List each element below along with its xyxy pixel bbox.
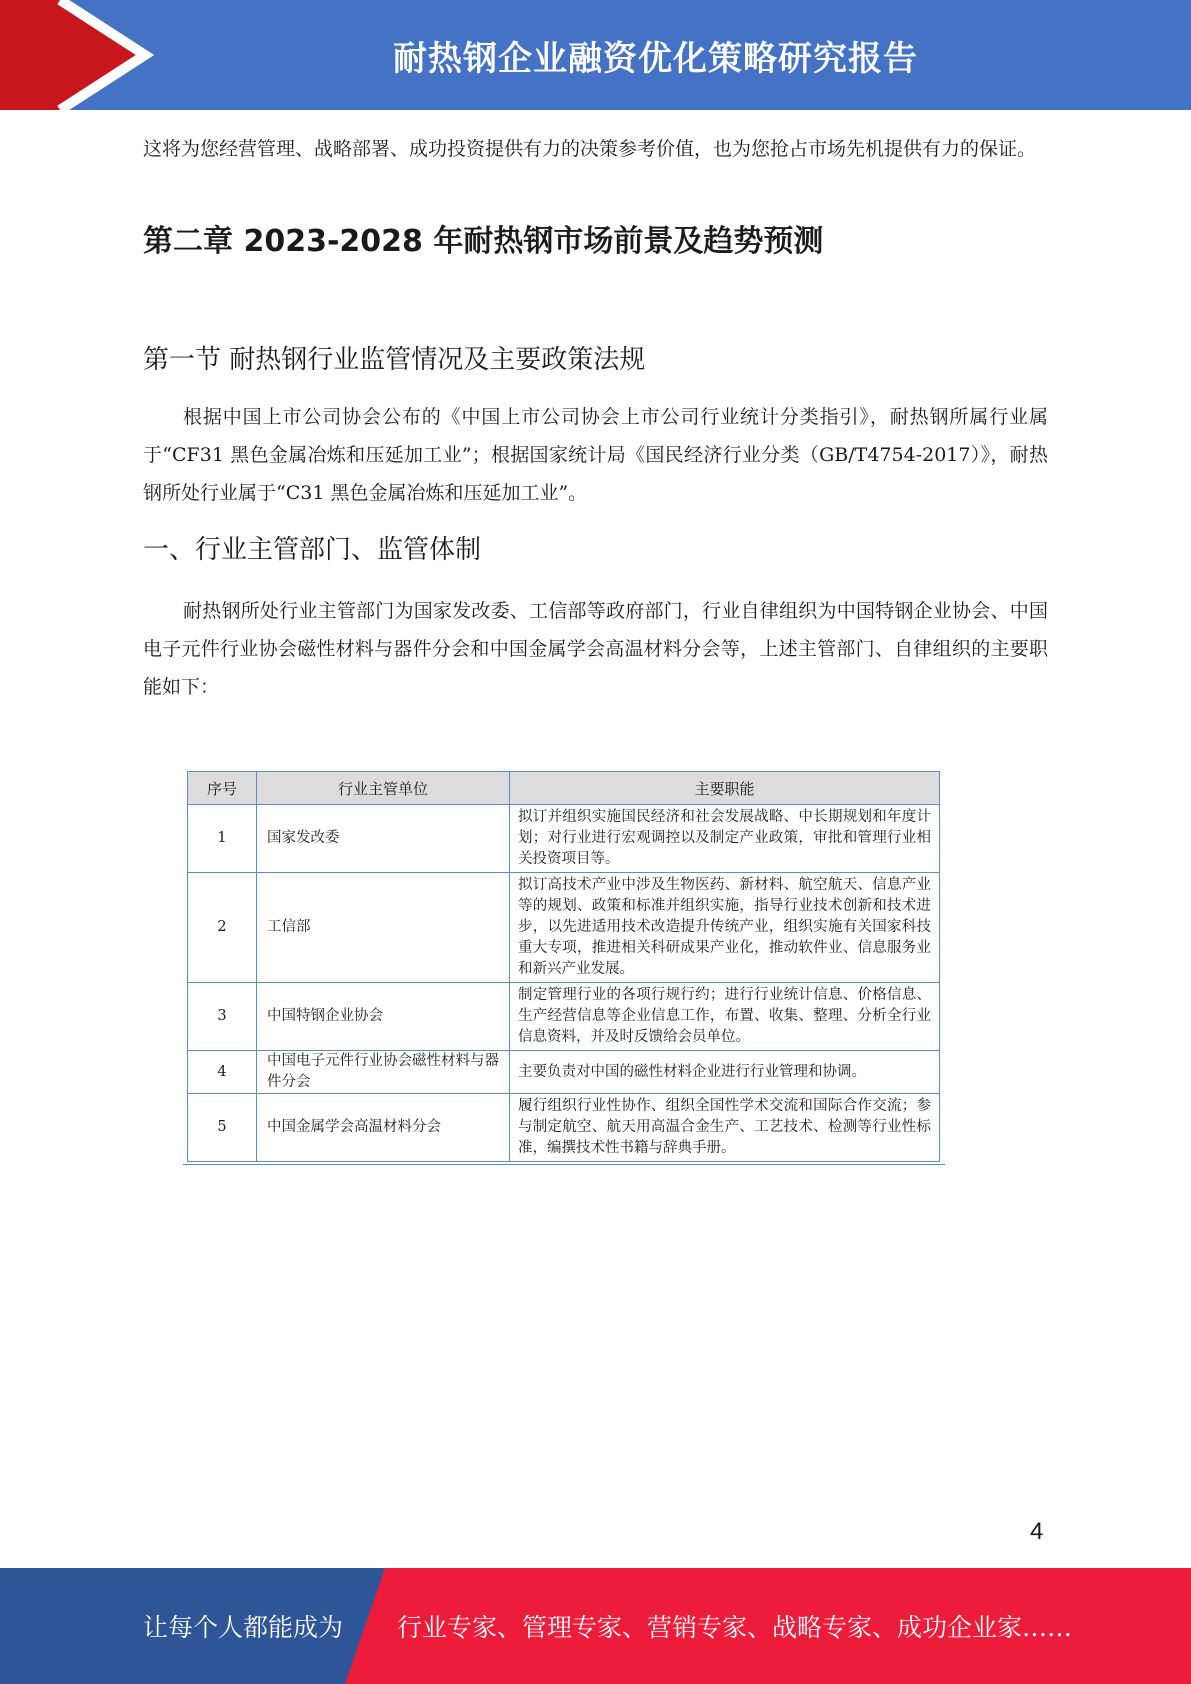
row-duty: 拟订并组织实施国民经济和社会发展战略、中长期规划和年度计划；对行业进行宏观调控以及制定产业政策，审批和管理行业相关投资项目等。 <box>510 805 940 873</box>
table-underline <box>183 1164 945 1166</box>
row-no: 1 <box>188 805 257 873</box>
report-title: 耐热钢企业融资优化策略研究报告 <box>393 38 918 79</box>
table-row <box>188 873 940 983</box>
intro-paragraph: 这将为您经营管理、战略部署、成功投资提供有力的决策参考价值，也为您抢占市场先机提供有力的保证。 <box>143 138 1037 160</box>
header-duty: 主要职能 <box>510 772 940 805</box>
regulator-table <box>187 771 940 1162</box>
footer-slogan-left: 让每个人都能成为 <box>143 1613 344 1642</box>
subsection-paragraph: 耐热钢所处行业主管部门为国家发改委、工信部等政府部门，行业自律组织为中国特钢企业协会、中国电子元件行业协会磁性材料与器件分会和中国金属学会高温材料分会等，上述主管部门、自律组织的主要职能如下： <box>143 600 1048 698</box>
row-no: 4 <box>188 1051 257 1094</box>
header-arrow-decoration <box>0 0 160 110</box>
table-row <box>188 983 940 1051</box>
table-row <box>188 805 940 873</box>
row-no: 5 <box>188 1094 257 1162</box>
row-duty: 拟订高技术产业中涉及生物医药、新材料、航空航天、信息产业等的规划、政策和标准并组织实施，指导行业技术创新和技术进步，以先进适用技术改造提升传统产业，组织实施有关国家科技重大专项，推进相关科研成果产业化，推动软件业、信息服务业和新兴产业发展。 <box>510 873 940 983</box>
page-number: 4 <box>1030 1518 1044 1545</box>
row-duty: 履行组织行业性协作、组织全国性学术交流和国际合作交流；参与制定航空、航天用高温合金生产、工艺技术、检测等行业性标准，编撰技术性书籍与辞典手册。 <box>510 1094 940 1162</box>
regulator-table-wrapper <box>187 771 944 1162</box>
row-no: 2 <box>188 873 257 983</box>
row-org: 中国金属学会高温材料分会 <box>257 1094 510 1162</box>
section-title: 第一节 耐热钢行业监管情况及主要政策法规 <box>143 345 646 375</box>
table-row <box>188 1094 940 1162</box>
header-org: 行业主管单位 <box>257 772 510 805</box>
row-org: 中国电子元件行业协会磁性材料与器件分会 <box>257 1051 510 1094</box>
footer-slogan-right: 行业专家、管理专家、营销专家、战略专家、成功企业家…… <box>397 1613 1073 1642</box>
subsection-title: 一、行业主管部门、监管体制 <box>143 535 482 565</box>
row-org: 工信部 <box>257 873 510 983</box>
header-no: 序号 <box>188 772 257 805</box>
row-org: 中国特钢企业协会 <box>257 983 510 1051</box>
row-org: 国家发改委 <box>257 805 510 873</box>
row-no: 3 <box>188 983 257 1051</box>
table-header-row <box>188 772 940 805</box>
page-content <box>143 130 1048 706</box>
section-paragraph: 根据中国上市公司协会公布的《中国上市公司协会上市公司行业统计分类指引》，耐热钢所属行业属于“CF31 黑色金属冶炼和压延加工业”；根据国家统计局《国民经济行业分类（GB/T4754-2017）》，耐热钢所处行业属于“C31 黑色金属冶炼和压延加工业”。 <box>143 406 1048 504</box>
table-row <box>188 1051 940 1094</box>
row-duty: 主要负责对中国的磁性材料企业进行行业管理和协调。 <box>510 1051 940 1094</box>
header-banner <box>0 0 1191 110</box>
row-duty: 制定管理行业的各项行规行约；进行行业统计信息、价格信息、生产经营信息等企业信息工作，布置、收集、整理、分析全行业信息资料，并及时反馈给会员单位。 <box>510 983 940 1051</box>
chapter-title: 第二章 2023-2028 年耐热钢市场前景及趋势预测 <box>143 224 824 259</box>
footer-banner <box>0 1568 1191 1684</box>
